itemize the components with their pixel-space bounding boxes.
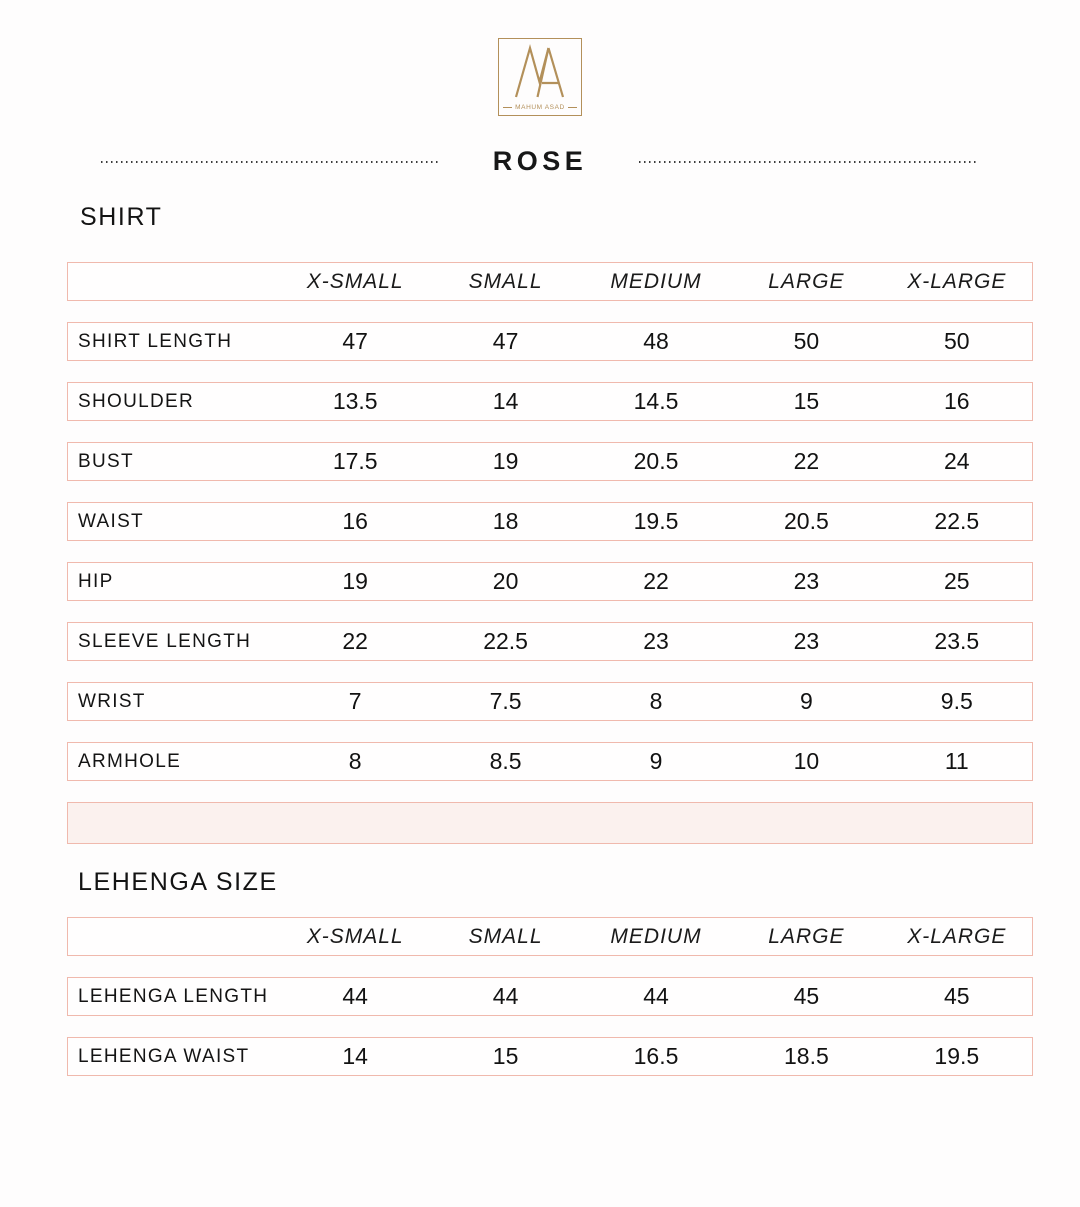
size-value: 9 <box>649 748 663 774</box>
size-value: 23 <box>793 628 820 654</box>
product-title: ROSE <box>492 146 588 176</box>
table-row <box>67 742 1033 781</box>
size-value: 19.5 <box>633 508 679 534</box>
ma-monogram-icon <box>509 43 571 101</box>
caption-right-line <box>568 107 577 108</box>
brand-name: MAHUM ASAD <box>515 104 565 111</box>
size-value: 44 <box>342 983 368 1009</box>
column-header-large: LARGE <box>768 924 845 948</box>
size-value: 20.5 <box>784 508 829 534</box>
size-value: 50 <box>943 328 970 354</box>
row-label: BUST <box>78 450 134 472</box>
size-value: 7 <box>348 688 362 714</box>
size-value: 13.5 <box>332 388 378 414</box>
column-header-small: SMALL <box>468 269 543 293</box>
column-header-small: SMALL <box>468 924 543 948</box>
table-row <box>67 382 1033 421</box>
header <box>0 0 1080 116</box>
size-value: 16 <box>943 388 970 414</box>
column-header-x-small: X-SMALL <box>306 924 404 948</box>
size-value: 16 <box>342 508 368 534</box>
empty-table-row <box>67 802 1033 844</box>
size-value: 18 <box>492 508 519 534</box>
size-value: 18.5 <box>784 1043 829 1069</box>
size-value: 45 <box>793 983 820 1009</box>
size-value: 22 <box>342 628 368 654</box>
size-value: 19.5 <box>934 1043 980 1069</box>
left-dotted-divider <box>101 161 441 163</box>
size-value: 9 <box>799 688 813 714</box>
shirt-section-heading: SHIRT <box>80 203 163 231</box>
size-value: 22.5 <box>934 508 980 534</box>
row-label: ARMHOLE <box>78 750 182 772</box>
size-value: 19 <box>492 448 519 474</box>
brand-logo <box>498 38 582 116</box>
shirt-section <box>0 203 1080 844</box>
size-value: 17.5 <box>332 448 378 474</box>
size-value: 15 <box>492 1043 519 1069</box>
size-value: 47 <box>492 328 519 354</box>
size-value: 16.5 <box>633 1043 679 1069</box>
table-row <box>67 322 1033 361</box>
size-value: 19 <box>342 568 368 594</box>
size-table-header-row <box>67 262 1033 301</box>
row-label: LEHENGA LENGTH <box>78 985 269 1007</box>
column-header-x-large: X-LARGE <box>907 269 1007 293</box>
size-value: 44 <box>643 983 669 1009</box>
size-value: 23 <box>643 628 669 654</box>
caption-left-line <box>503 107 512 108</box>
size-value: 14 <box>342 1043 368 1069</box>
table-row <box>67 977 1033 1016</box>
size-value: 15 <box>793 388 820 414</box>
size-value: 48 <box>643 328 669 354</box>
table-row <box>67 1037 1033 1076</box>
size-value: 23 <box>793 568 820 594</box>
size-value: 20.5 <box>633 448 679 474</box>
size-value: 24 <box>943 448 970 474</box>
size-value: 22.5 <box>483 628 528 654</box>
size-value: 11 <box>944 748 969 774</box>
column-header-medium: MEDIUM <box>610 924 702 948</box>
row-label: SLEEVE LENGTH <box>78 630 252 652</box>
shirt-size-table <box>67 262 1033 844</box>
lehenga-section-heading: LEHENGA SIZE <box>78 868 278 896</box>
size-value: 20 <box>492 568 519 594</box>
row-label: LEHENGA WAIST <box>78 1045 250 1067</box>
table-row <box>67 622 1033 661</box>
table-row <box>67 682 1033 721</box>
size-value: 47 <box>342 328 368 354</box>
size-value: 10 <box>793 748 820 774</box>
size-value: 22 <box>643 568 669 594</box>
row-label: WAIST <box>78 510 144 532</box>
right-dotted-divider <box>639 161 979 163</box>
size-value: 45 <box>943 983 970 1009</box>
row-label: WRIST <box>78 690 146 712</box>
size-table-header-row <box>67 917 1033 956</box>
table-row <box>67 502 1033 541</box>
brand-name-caption <box>499 104 581 111</box>
size-value: 44 <box>492 983 519 1009</box>
size-value: 14 <box>492 388 519 414</box>
size-value: 9.5 <box>940 688 973 714</box>
size-value: 8 <box>348 748 362 774</box>
size-value: 7.5 <box>489 688 522 714</box>
column-header-medium: MEDIUM <box>610 269 702 293</box>
size-value: 8 <box>649 688 663 714</box>
size-value: 23.5 <box>934 628 980 654</box>
lehenga-size-table <box>67 917 1033 1076</box>
size-value: 14.5 <box>633 388 679 414</box>
lehenga-section <box>0 868 1080 1076</box>
title-row <box>0 146 1080 177</box>
table-row <box>67 442 1033 481</box>
column-header-x-small: X-SMALL <box>306 269 404 293</box>
size-value: 50 <box>793 328 820 354</box>
row-label: SHOULDER <box>78 390 194 412</box>
column-header-large: LARGE <box>768 269 845 293</box>
table-row <box>67 562 1033 601</box>
column-header-x-large: X-LARGE <box>907 924 1007 948</box>
size-value: 8.5 <box>489 748 522 774</box>
row-label: SHIRT LENGTH <box>78 330 233 352</box>
size-value: 25 <box>943 568 970 594</box>
row-label: HIP <box>78 570 114 592</box>
size-value: 22 <box>793 448 820 474</box>
